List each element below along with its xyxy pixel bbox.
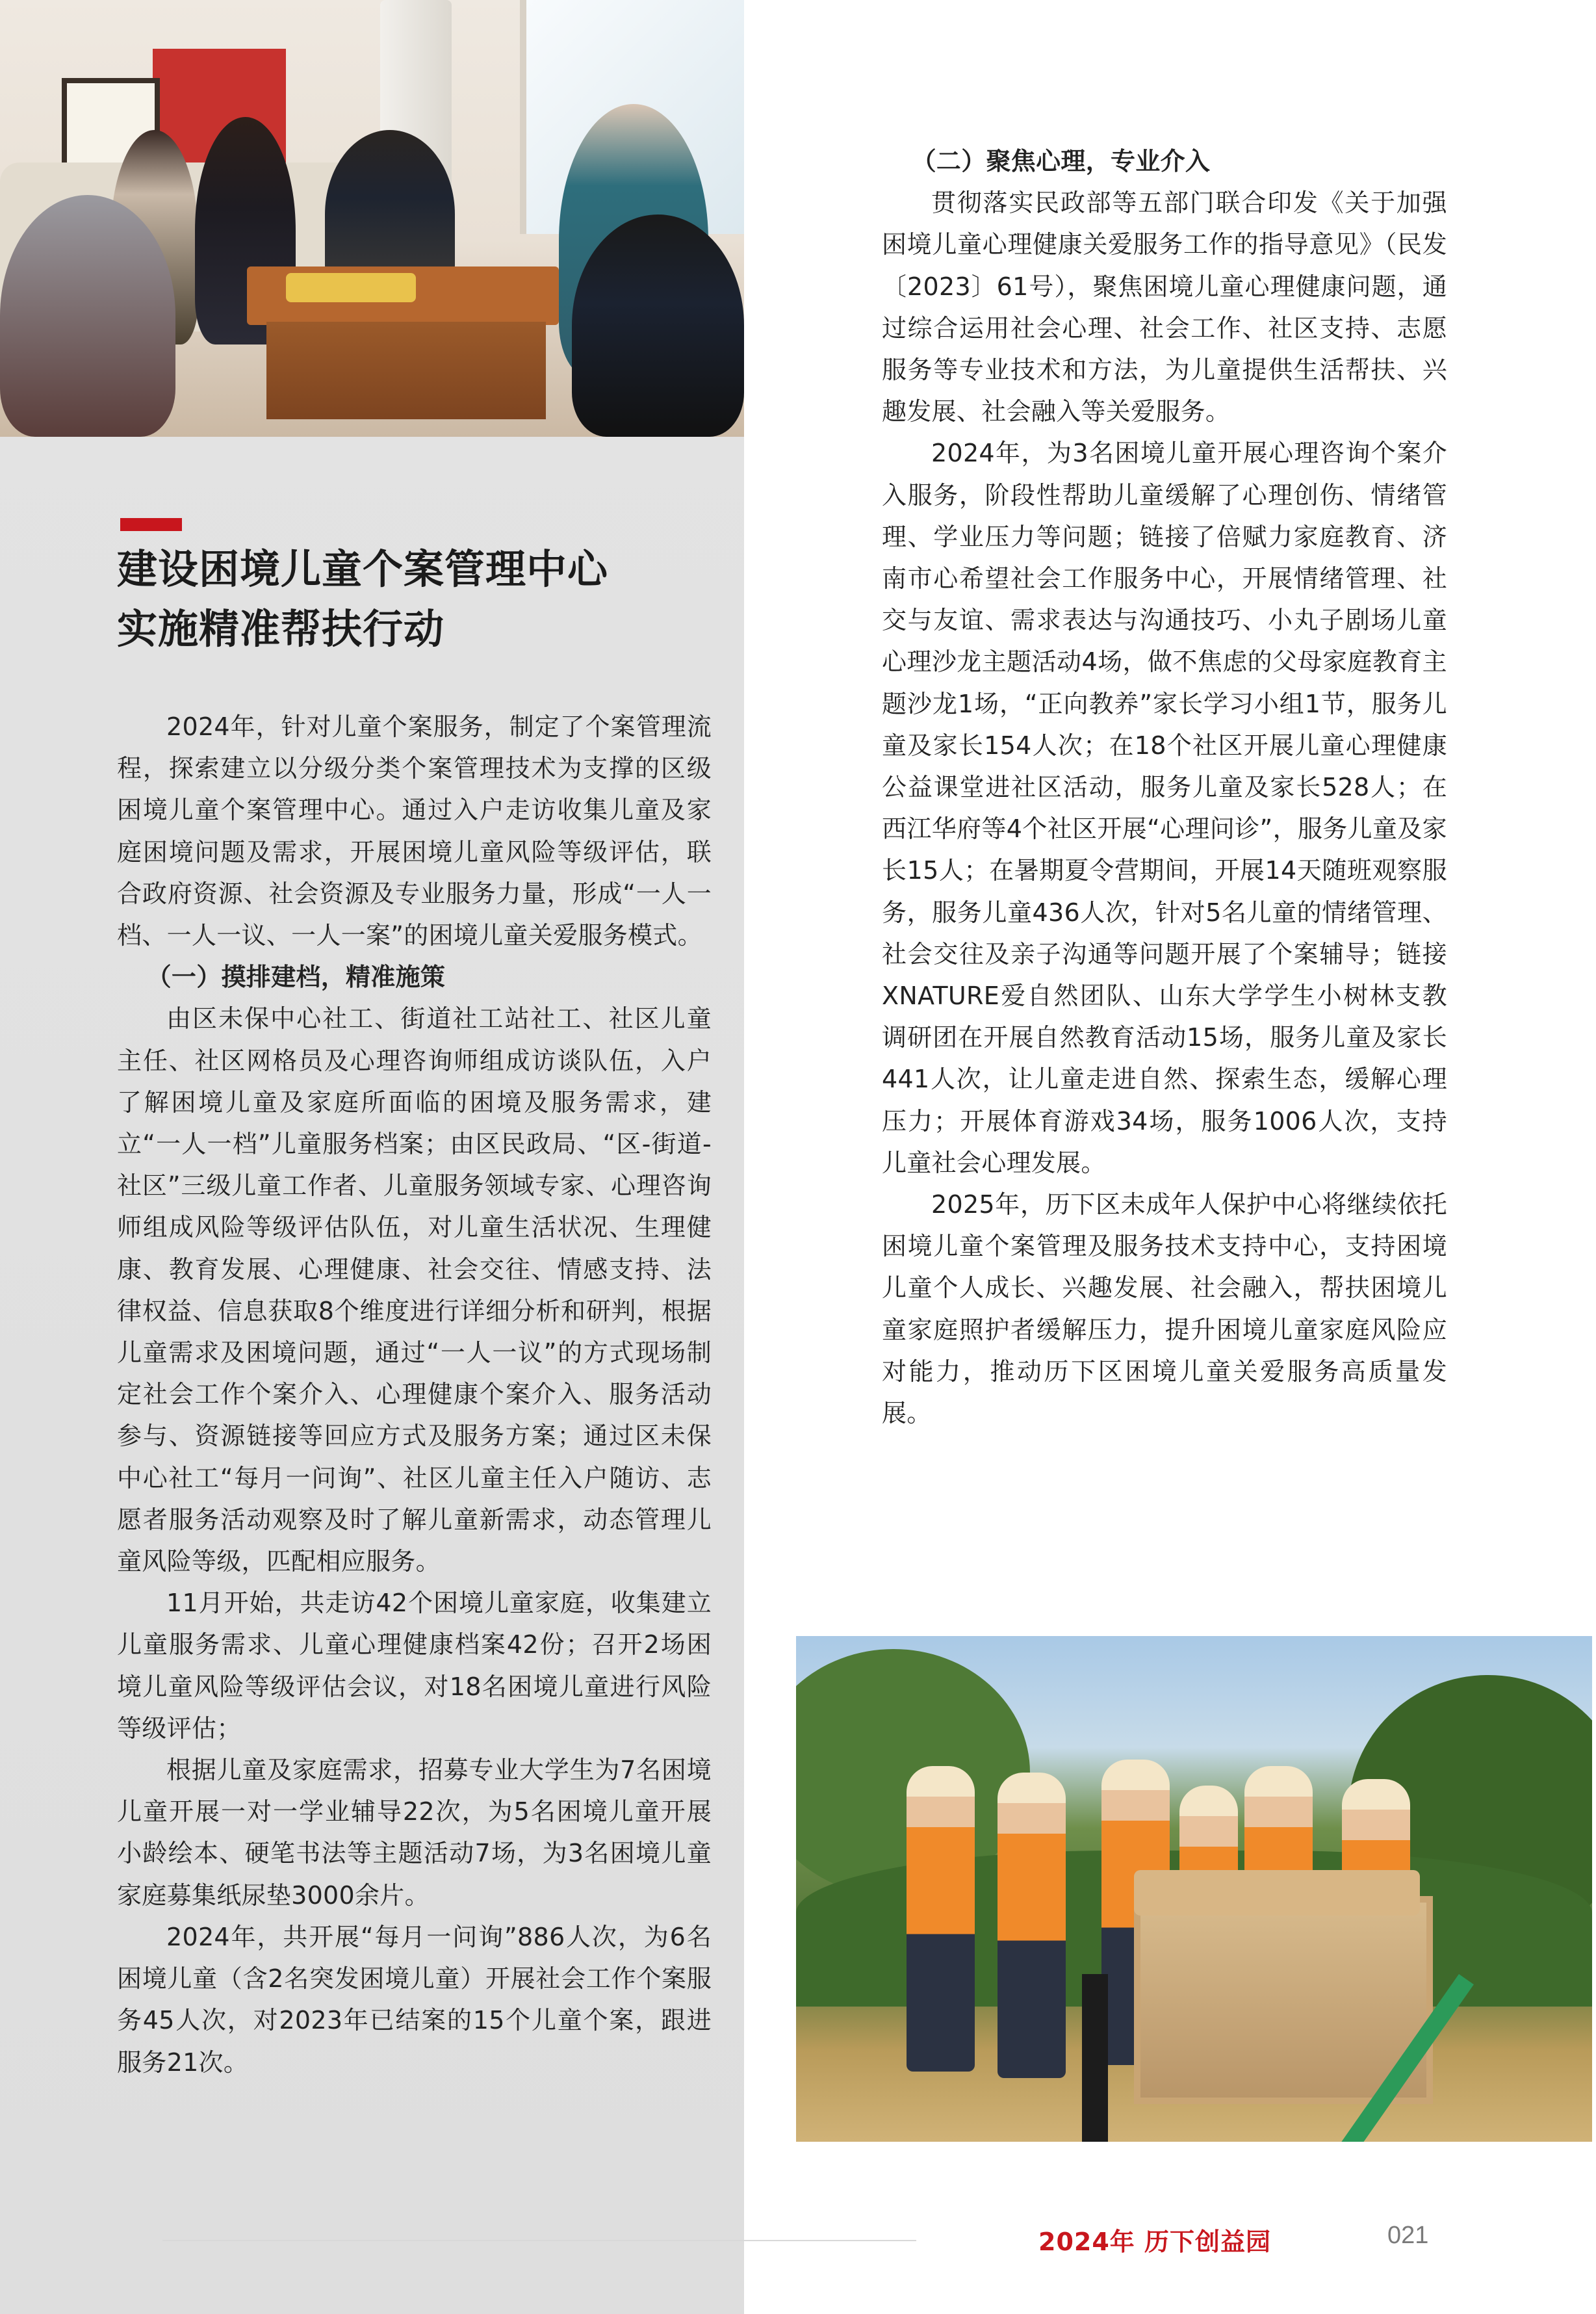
photo-table-items [286, 273, 416, 302]
section-1-title: （一）摸排建档，精准施策 [146, 963, 446, 992]
headline-line-2: 实施精准帮扶行动 [117, 605, 445, 653]
section-1-paragraph-4: 2024年，共开展“每月一问询”886人次，为6名困境儿童（含2名突发困境儿童）开展社会工作个案服务45人次，对2023年已结案的15个儿童个案，跟进服务21次。 [117, 1922, 712, 2077]
children-insect-hotel-photo [796, 1636, 1592, 2142]
page-number: 021 [1387, 2222, 1429, 2249]
photo-tea-table-base [266, 322, 546, 419]
section-2-paragraph-3: 2025年，历下区未成年人保护中心将继续依托困境儿童个案管理及服务技术支持中心，支持困境儿童个人成长、兴趣发展、社会融入，帮扶困境儿童家庭照护者缓解压力，提升困境儿童家庭风险应对能力，推动历下区困境儿童关爱服务高质量发展。 [882, 1190, 1447, 1428]
photo-child [997, 1773, 1066, 2078]
footer-divider [162, 2240, 916, 2241]
page-headline [117, 540, 728, 659]
section-2-paragraph-1: 贯彻落实民政部等五部门联合印发《关于加强困境儿童心理健康关爱服务工作的指导意见》（民发〔2023〕61号），聚焦困境儿童心理健康问题，通过综合运用社会心理、社会工作、社区支持、志愿服务等专业技术和方法，为儿童提供生活帮扶、兴趣发展、社会融入等关爱服务。 [882, 188, 1447, 426]
headline-line-1: 建设困境儿童个案管理中心 [117, 545, 609, 593]
section-2-paragraph-2: 2024年，为3名困境儿童开展心理咨询个案介入服务，阶段性帮助儿童缓解了心理创伤、情绪管理、学业压力等问题；链接了倍赋力家庭教育、济南市心希望社会工作服务中心，开展情绪管理、社交与友谊、需求表达与沟通技巧、小丸子剧场儿童心理沙龙主题活动4场，做不焦虑的父母家庭教育主题沙龙1场，“正向教养”家长学习小组1节，服务儿童及家长154人次；在18个社区开展儿童心理健康公益课堂进社区活动，服务儿童及家长528人；在西江华府等4个社区开展“心理问诊”，服务儿童及家长15人；在暑期夏令营期间，开展14天随班观察服务，服务儿童436人次，针对5名儿童的情绪管理、社会交往及亲子沟通等问题开展了个案辅导；链接XNATURE爱自然团队、山东大学学生小树林支教调研团在开展自然教育活动15场，服务儿童及家长441人次，让儿童走进自然、探索生态，缓解心理压力；开展体育游戏34场，服务1006人次，支持儿童社会心理发展。 [882, 439, 1447, 1177]
section-1-paragraph-1: 由区未保中心社工、街道社工站社工、社区儿童主任、社区网格员及心理咨询师组成访谈队伍，入户了解困境儿童及家庭所面临的困境及服务需求，建立“一人一档”儿童服务档案；由区民政局、“区-街道-社区”三级儿童工作者、儿童服务领域专家、心理咨询师组成风险等级评估队伍，对儿童生活状况、生理健康、教育发展、心理健康、社会交往、情感支持、法律权益、信息获取8个维度进行详细分析和研判，根据儿童需求及困境问题，通过“一人一议”的方式现场制定社会工作个案介入、心理健康个案介入、服务活动参与、资源链接等回应方式及服务方案；通过区未保中心社工“每月一问询”、社区儿童主任入户随访、志愿者服务活动观察及时了解儿童新需求，动态管理儿童风险等级，匹配相应服务。 [117, 1004, 712, 1576]
right-text-column [882, 140, 1447, 1434]
footer-publication-title: 2024年 历下创益园 [1038, 2228, 1271, 2256]
photo-insect-hotel-sign [1134, 1870, 1420, 1916]
section-2-title: （二）聚焦心理，专业介入 [911, 147, 1211, 176]
photo-person [572, 214, 744, 437]
heading-accent-bar [120, 518, 182, 531]
photo-person [0, 195, 175, 437]
section-1-paragraph-3: 根据儿童及家庭需求，招募专业大学生为7名困境儿童开展一对一学业辅导22次，为5名困境儿童开展小龄绘本、硬笔书法等主题活动7场，为3名困境儿童家庭募集纸尿垫3000余片。 [117, 1756, 712, 1910]
left-text-column [117, 706, 712, 2083]
home-visit-photo [0, 0, 744, 437]
intro-paragraph: 2024年，针对儿童个案服务，制定了个案管理流程，探索建立以分级分类个案管理技术为支撑的区级困境儿童个案管理中心。通过入户走访收集儿童及家庭困境问题及需求，开展困境儿童风险等级评估，联合政府资源、社会资源及专业服务力量，形成“一人一档、一人一议、一人一案”的困境儿童关爱服务模式。 [117, 712, 712, 950]
section-1-paragraph-2: 11月开始，共走访42个困境儿童家庭，收集建立儿童服务需求、儿童心理健康档案42份；召开2场困境儿童风险等级评估会议，对18名困境儿童进行风险等级评估； [117, 1589, 712, 1743]
photo-insect-hotel [1134, 1896, 1433, 2104]
photo-child [907, 1766, 975, 2072]
photo-garden-lamp [1082, 1974, 1108, 2142]
